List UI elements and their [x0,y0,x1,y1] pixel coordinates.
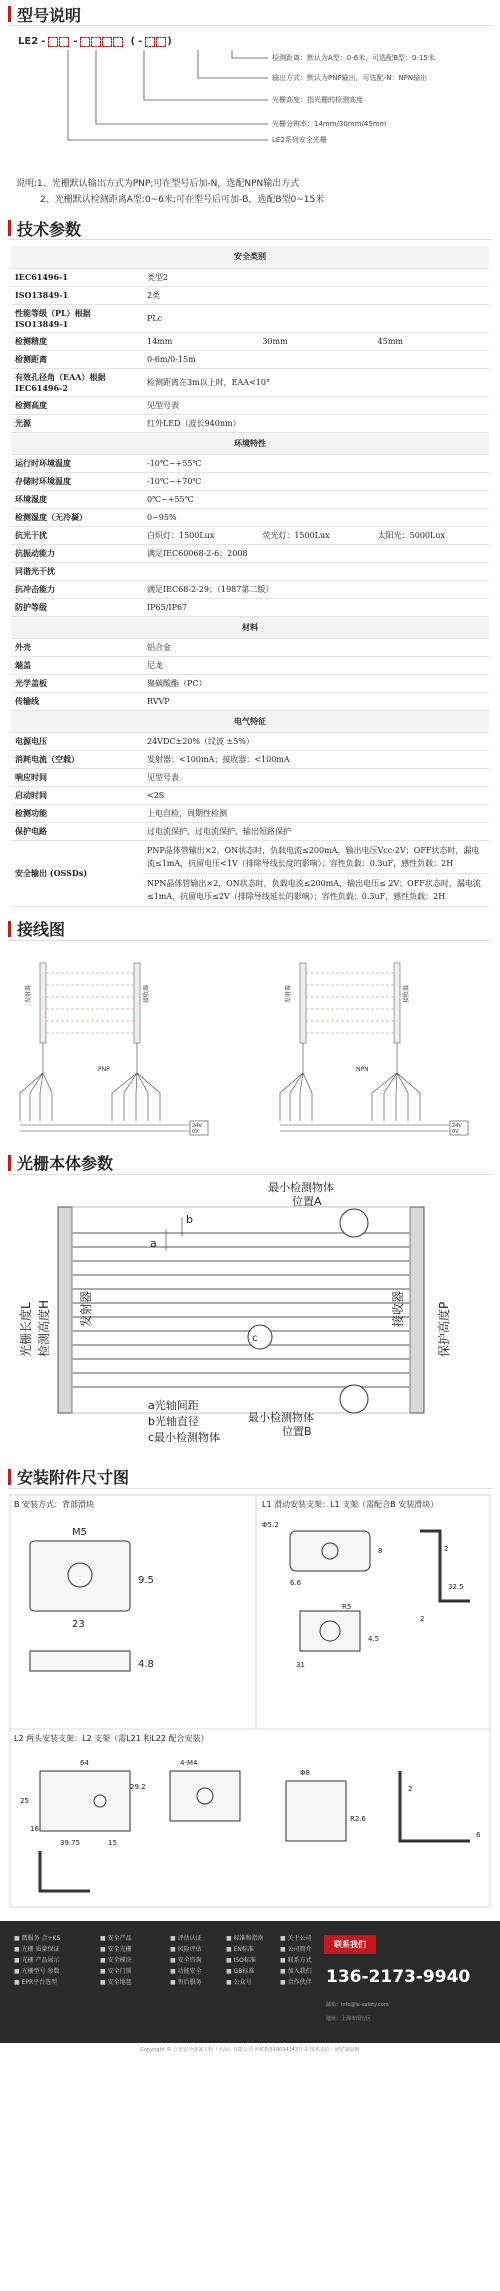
spec-label: 检测功能 [11,804,143,822]
model-code: LE2 - - ( - ) [18,36,172,47]
spec-label: 环境湿度 [11,490,143,508]
footer-link[interactable]: ■ 安全光栅 [100,1945,132,1953]
section-title: 光栅本体参数 [17,1154,114,1173]
legend-a: a光轴间距 [148,1398,199,1412]
footer-link[interactable]: ■ 光栅 质量保证 [14,1945,60,1953]
spec-category: 环境特性 [11,432,489,454]
spec-value: 荧光灯：1500Lux [258,526,373,544]
section-header-wiring [0,915,500,943]
spec-label: 启动时间 [11,786,143,804]
spec-label: 电源电压 [11,732,143,750]
spec-label: ISO13849-1 [11,286,143,304]
spec-row [11,304,489,332]
spec-label: 运行时环境温度 [11,454,143,472]
svg-text:M5: M5 [72,1526,87,1538]
footer-col-3 [170,1933,202,1988]
label-pos-a: 位置A [292,1194,322,1208]
footer-link[interactable]: ■ 公司简介 [280,1945,312,1953]
label-emitter: 发射器 [79,1290,93,1327]
wiring-npn [280,963,468,1135]
footer-link[interactable]: ■ 安全咨询 [170,1956,202,1964]
spec-label: 保护电路 [11,822,143,840]
receiver-label: 接收器 [403,984,410,1003]
spec-value: 见型号表 [143,768,489,786]
label-receiver: 接收器 [391,1290,405,1327]
footer-link[interactable]: ■ 安全产品 [100,1934,132,1942]
svg-text:24V: 24V [452,1122,462,1129]
accent-bar [8,1155,11,1171]
pnp-label: PNP [98,1065,110,1073]
spec-value: 尼龙 [143,656,489,674]
svg-text:29.2: 29.2 [130,1782,146,1791]
footer-link[interactable]: ■ GB标准 [226,1967,255,1975]
accent-bar [8,1469,11,1485]
spec-value: 0-6m/0-15m [143,350,489,368]
spec-value: PLc [143,304,489,332]
spec-category: 电气特征 [11,710,489,732]
label-min-obj-b: 最小检测物体 [248,1410,314,1424]
legend-c: c最小检测物体 [148,1430,221,1444]
footer-col-5 [280,1933,312,1988]
label-b: b [186,1212,193,1226]
spec-value: 类型2 [143,268,489,286]
spec-label: 端盖 [11,656,143,674]
emitter-label: 发射器 [285,984,292,1003]
section-title: 技术参数 [17,219,82,239]
spec-row [11,268,489,286]
mount-l1-heading: L1 滑动安装支架：L1 支架（需配合B 安装滑块） [262,1499,439,1509]
spec-value: 红外LED（波长940nm） [143,414,489,432]
legend-series: LE2系列安全光栅 [272,136,327,144]
spec-value: 上电自检，周期性检测 [143,804,489,822]
spec-label: 存储时环境温度 [11,472,143,490]
spec-row [11,396,489,414]
spec-label: 防护等级 [11,598,143,616]
footer [0,1921,500,2043]
svg-text:8: 8 [378,1546,383,1555]
label-protect-p: 保护高度P [437,1301,451,1357]
svg-text:6.6: 6.6 [290,1578,302,1587]
spec-value: 聚碳酸酯（PC） [143,674,489,692]
spec-value: -10℃~+70℃ [143,472,489,490]
accent-bar [8,921,11,937]
footer-link[interactable]: ■ ISO标准 [226,1956,256,1964]
divider [8,1174,492,1175]
spec-label: 外壳 [11,638,143,656]
spec-category: 材料 [11,616,489,638]
footer-link[interactable]: ■ 关于公司 [280,1934,312,1942]
svg-text:Φ5.2: Φ5.2 [262,1520,279,1529]
accent-bar [8,220,11,236]
spec-value: 14mm [143,332,258,350]
legend-distance: 检测距离：默认为A型：0-6米，可选配B型：0-15米 [272,54,435,62]
spec-value: RVVP [143,692,489,710]
svg-text:16: 16 [30,1824,39,1833]
legend-b: b光轴直径 [148,1414,199,1428]
model-leader-lines [0,28,500,176]
spec-value: 太阳光：5000Lux [374,526,489,544]
legend-resolution: 光栅分辨率：14mm/30mm/45mm [272,120,387,128]
spec-label: 安全输出 (OSSDs) [11,840,143,906]
label-length-l: 光栅长度L [19,1301,33,1357]
label-a: a [150,1236,157,1250]
svg-text:6: 6 [476,1830,481,1839]
footer-link[interactable]: ■ 联系方式 [280,1956,312,1964]
spec-label: 响应时间 [11,768,143,786]
note-1: 说明:1、光栅默认输出方式为PNP;可在型号后加-N，选配NPN输出方式 [16,179,300,189]
mount-dimension-diagrams [0,1491,500,1911]
footer-link[interactable]: ■ 光栅型号 参数 [14,1967,60,1975]
divider [8,1488,492,1489]
spec-value: 过电流保护，过电流保护，输出短路保护 [143,822,489,840]
footer-link[interactable]: ■ EPR平台选型 [14,1978,58,1986]
divider [8,25,492,26]
spec-label: 抗冲击能力 [11,580,143,598]
svg-text:2: 2 [420,1614,425,1623]
spec-label: 抗光干扰 [11,526,143,544]
svg-text:4-M4: 4-M4 [180,1758,198,1767]
footer-link[interactable]: ■ 加入我们 [280,1967,312,1975]
mount-b-heading: B 安装方式：背部滑块 [14,1499,95,1509]
spec-label: 抗振动能力 [11,544,143,562]
svg-text:R5: R5 [342,1602,352,1611]
spec-value: NPN晶体管输出×2，ON状态时，负载电流≤200mA，输出电压≤ 2V；OFF状态时，漏电流≤1mA，抗留电压≤2V（排除导线延长的影响）；容性负载：0.3uF，感性负载：2H [143,873,489,906]
svg-text:0V: 0V [452,1128,459,1135]
note-2: 2、光栅默认检测距离A型:0~6米;可在型号后可加-B，选配B型0~15米 [40,195,325,205]
spec-label: 光源 [11,414,143,432]
section-title: 安装附件尺寸图 [17,1468,130,1487]
wiring-diagram [0,943,500,1143]
footer-link[interactable]: ■ 评估认证 [170,1934,202,1942]
spec-value: 0℃~+55℃ [143,490,489,508]
spec-row [11,692,489,710]
spec-label: 消耗电流（空载） [11,750,143,768]
footer-link[interactable]: ■ 安全门锁 [100,1967,132,1975]
spec-value: 满足IEC60068-2-6；2008 [143,544,489,562]
spec-table [11,246,489,907]
spec-row [11,332,489,350]
contact-us-button[interactable]: 联系我们 [324,1935,376,1954]
section-header-body [0,1149,500,1177]
legend-height: 光栅高度：指光栅的检测高度 [272,96,363,104]
body-params-diagram [0,1177,500,1457]
spec-value: PNP晶体管输出×2，ON状态时，负载电流≤200mA，输出电压Vcc-2V；OFF状态时，漏电流≤1mA，抗留电压<1V（排除导线长度的影响）；容性负载：0.3uF，感性负载：2H [143,840,489,873]
svg-text:31: 31 [296,1660,305,1669]
spec-value: 满足IEC68-2-29；（1987第二版） [143,580,489,598]
spec-value [143,562,489,580]
spec-row [11,674,489,692]
footer-link[interactable]: ■ 光栅 产品展示 [14,1956,60,1964]
section-header-model [0,0,500,28]
spec-row [11,598,489,616]
spec-label: 传输线 [11,692,143,710]
spec-row [11,490,489,508]
spec-label: 检测高度 [11,396,143,414]
spec-label: 检测精度 [11,332,143,350]
spec-label: 检测湿度（无冷凝） [11,508,143,526]
footer-col-4 [226,1933,264,1988]
spec-row [11,580,489,598]
spec-row [11,786,489,804]
spec-row [11,822,489,840]
spec-row [11,286,489,304]
svg-text:24V: 24V [192,1122,202,1129]
contact-phone[interactable]: 136-2173-9940 [326,1966,471,1987]
footer-link[interactable]: ■ 安全模块 [100,1956,132,1964]
divider [8,940,492,941]
spec-row [11,768,489,786]
spec-row [11,526,489,544]
label-height-h: 检测高度H [37,1299,51,1357]
spec-label: 性能等级（PL）根据 ISO13849-1 [11,304,143,332]
spec-value: 检测距离在3m以上时，EAA<10° [143,368,489,396]
spec-label: 检测距离 [11,350,143,368]
svg-text:2: 2 [444,1544,449,1553]
model-prefix: LE2 [18,36,39,47]
footer-link[interactable]: ■ EN标准 [226,1945,254,1953]
spec-row [11,656,489,674]
section-title: 型号说明 [17,5,82,25]
model-notes [0,176,500,214]
svg-text:4.8: 4.8 [138,1658,154,1670]
spec-category: 安全类别 [11,246,489,268]
svg-text:R2.6: R2.6 [350,1814,366,1823]
spec-value: 30mm [258,332,373,350]
emitter-label: 发射器 [25,984,32,1003]
spec-row [11,508,489,526]
spec-value: 45mm [374,332,489,350]
section-header-tech [0,214,500,242]
svg-text:15: 15 [108,1838,117,1847]
label-c: c [252,1332,258,1344]
footer-col-2 [100,1933,132,1988]
accent-bar [8,6,11,22]
contact-address: 地址：上海市闵行区 [326,2015,372,2022]
svg-text:64: 64 [80,1758,89,1767]
contact-email[interactable]: 邮箱：info@le-safety.com [326,2001,389,2008]
svg-text:23: 23 [72,1618,85,1630]
spec-value: 白炽灯：1500Lux [143,526,258,544]
spec-value: 2类 [143,286,489,304]
spec-row [11,454,489,472]
svg-text:0V: 0V [192,1128,199,1135]
section-header-mount [0,1463,500,1491]
label-pos-b: 位置B [282,1424,312,1438]
spec-row [11,472,489,490]
svg-text:4.5: 4.5 [368,1634,380,1643]
spec-label: 同谐光干扰 [11,562,143,580]
spec-value: 0~95% [143,508,489,526]
label-min-obj-a: 最小检测物体 [268,1180,334,1194]
spec-value: IP65/IP67 [143,598,489,616]
footer-link[interactable]: ■ 公众号 [226,1978,252,1986]
receiver-label: 接收器 [143,984,150,1003]
svg-text:32.5: 32.5 [448,1582,464,1591]
svg-text:Φ8: Φ8 [300,1768,310,1777]
mount-l2-heading: L2 两头安装支架：L2 支架（需L21 和L22 配合安装） [14,1733,209,1743]
spec-row [11,350,489,368]
wiring-pnp [20,963,208,1135]
section-title: 接线图 [17,920,66,939]
model-code-diagram [0,28,500,176]
spec-value: -10℃~+55℃ [143,454,489,472]
svg-text:2: 2 [408,1784,413,1793]
spec-value: 24VDC±20%（纹波 ±5%） [143,732,489,750]
spec-row [11,544,489,562]
legend-output: 输出方式：默认为PNP输出，可选配-N：NPN输出 [272,74,428,82]
footer-col-1 [14,1933,60,1988]
footer-link[interactable]: ■ 风险评估 [170,1945,202,1953]
spec-label: IEC61496-1 [11,268,143,286]
spec-row [11,750,489,768]
spec-value: 发射器：<100mA；接收器：<100mA [143,750,489,768]
footer-link[interactable]: ■ 功能安全 [170,1967,202,1975]
footer-link[interactable]: ■ 微服务 合+KS [14,1934,61,1942]
footer-link[interactable]: ■ 标准和指南 [226,1934,264,1942]
copyright: Copyright © 立安安全设备工程（上海）有限公司 沪ICP备19034343号-1 技术支持：固忆制品网 [0,2043,500,2057]
spec-row [11,732,489,750]
spec-row [11,840,489,873]
divider [8,239,492,240]
footer-link[interactable]: ■ 售后服务 [170,1978,202,1986]
spec-value: <2S [143,786,489,804]
spec-value: 铝合金 [143,638,489,656]
spec-value: 见型号表 [143,396,489,414]
npn-label: NPN [356,1065,369,1073]
spec-row [11,562,489,580]
svg-text:25: 25 [20,1796,29,1805]
svg-text:39.75: 39.75 [60,1838,81,1847]
spec-label: 光学盖板 [11,674,143,692]
spec-row [11,804,489,822]
spec-row [11,638,489,656]
svg-text:9.5: 9.5 [138,1574,154,1586]
spec-label: 有效孔径角（EAA）根据IEC61496-2 [11,368,143,396]
spec-row [11,414,489,432]
footer-link[interactable]: ■ 合作伙伴 [280,1978,312,1986]
spec-row [11,368,489,396]
footer-link[interactable]: ■ 安全地毯 [100,1978,132,1986]
